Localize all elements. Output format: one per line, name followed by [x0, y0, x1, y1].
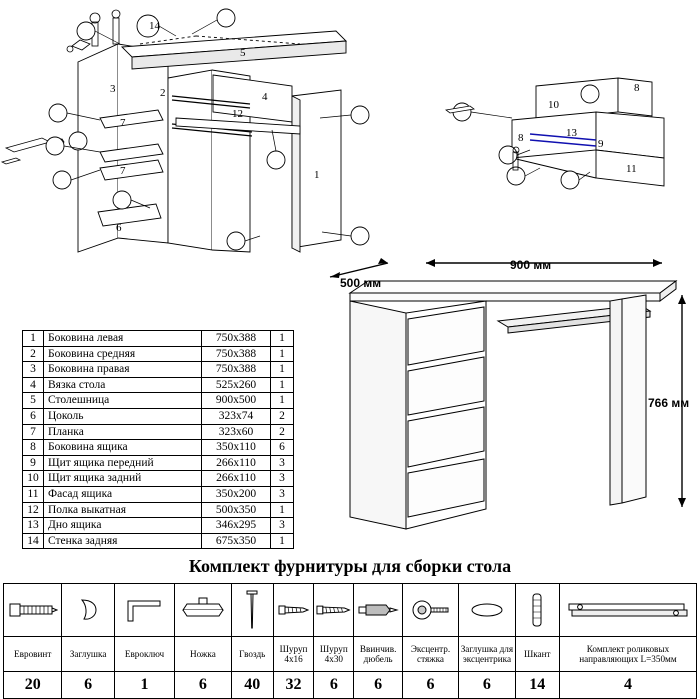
hw-icon-cell-napravl — [559, 584, 696, 637]
part-size: 525х260 — [202, 377, 271, 393]
parts-table-body — [23, 331, 294, 549]
exploded-view-svg — [0, 0, 700, 270]
table-row — [23, 533, 294, 549]
table-row — [23, 393, 294, 409]
hw-icon-cell-zaglushka-eks — [459, 584, 515, 637]
hw-icon-cell-shkant — [515, 584, 559, 637]
part-num: 3 — [23, 362, 44, 378]
finished-desk-dimension-drawing — [310, 255, 700, 555]
shurup-4x16-icon — [277, 598, 311, 622]
part-name: Цоколь — [44, 408, 202, 424]
table-row — [23, 331, 294, 347]
part-num: 1 — [23, 331, 44, 347]
hardware-kit-table — [3, 583, 697, 699]
part-qty: 3 — [271, 455, 294, 471]
label-3: 3 — [110, 83, 116, 95]
hw-qty-ekscentr: 6 — [402, 672, 458, 699]
part-size: 750х388 — [202, 362, 271, 378]
gvozd-icon — [244, 588, 260, 632]
table-row — [23, 424, 294, 440]
part-name: Боковина левая — [44, 331, 202, 347]
hw-name-zaglushka: Заглушка — [62, 637, 114, 672]
rolikovye-napravl-icon — [566, 597, 690, 623]
part-num: 5 — [23, 393, 44, 409]
part-num: 12 — [23, 502, 44, 518]
part-name: Боковина средняя — [44, 346, 202, 362]
part-qty: 1 — [271, 346, 294, 362]
part-name: Боковина правая — [44, 362, 202, 378]
part-num: 11 — [23, 486, 44, 502]
part-name: Щит ящика передний — [44, 455, 202, 471]
hw-name-ekscentr: Эксцентр. стяжка — [402, 637, 458, 672]
part-size: 350х110 — [202, 440, 271, 456]
part-size: 750х388 — [202, 346, 271, 362]
hw-qty-shurup4x30: 6 — [314, 672, 354, 699]
part-num: 9 — [23, 455, 44, 471]
part-qty: 1 — [271, 533, 294, 549]
table-row — [23, 377, 294, 393]
part-size: 323х60 — [202, 424, 271, 440]
evrokluch-icon — [122, 595, 166, 625]
part-size: 750х388 — [202, 331, 271, 347]
hw-icon-cell-zaglushka — [62, 584, 114, 637]
label-14: 14 — [149, 20, 160, 32]
part-num: 13 — [23, 518, 44, 534]
hw-icon-cell-dyubel — [354, 584, 402, 637]
part-qty: 1 — [271, 393, 294, 409]
hw-name-napravl: Комплект роликовых направляющих L=350мм — [559, 637, 696, 672]
hw-name-shurup4x16: Шуруп 4х16 — [273, 637, 313, 672]
part-num: 10 — [23, 471, 44, 487]
nozhka-icon — [179, 596, 227, 624]
label-13: 13 — [566, 127, 577, 139]
part-size: 266х110 — [202, 455, 271, 471]
label-6: 6 — [116, 222, 122, 234]
part-qty: 3 — [271, 518, 294, 534]
hw-name-shkant: Шкант — [515, 637, 559, 672]
part-size: 500х350 — [202, 502, 271, 518]
eurovint-icon — [8, 597, 58, 623]
hw-qty-dyubel: 6 — [354, 672, 402, 699]
part-num: 2 — [23, 346, 44, 362]
depth-label: 500 мм — [340, 276, 382, 290]
hw-name-dyubel: Ввинчив. дюбель — [354, 637, 402, 672]
part-size: 675х350 — [202, 533, 271, 549]
part-num: 14 — [23, 533, 44, 549]
hw-qty-evrokluch: 1 — [114, 672, 174, 699]
width-label: 900 мм — [510, 258, 552, 272]
hardware-kit-title: Комплект фурнитуры для сборки стола — [188, 556, 512, 576]
hw-qty-nozhka: 6 — [175, 672, 231, 699]
hw-icon-cell-shurup4x16 — [273, 584, 313, 637]
part-name: Дно ящика — [44, 518, 202, 534]
part-name: Полка выкатная — [44, 502, 202, 518]
table-row — [23, 346, 294, 362]
hw-icon-cell-shurup4x30 — [314, 584, 354, 637]
part-name: Вязка стола — [44, 377, 202, 393]
part-num: 6 — [23, 408, 44, 424]
label-12: 12 — [232, 108, 243, 120]
part-num: 7 — [23, 424, 44, 440]
label-7b: 7 — [120, 165, 126, 177]
hw-icon-cell-nozhka — [175, 584, 231, 637]
hw-name-nozhka: Ножка — [175, 637, 231, 672]
hw-name-zaglushka-eks: Заглушка для эксцентрика — [459, 637, 515, 672]
parts-list-table — [22, 330, 294, 549]
height-label: 766 мм — [648, 396, 690, 410]
part-name: Боковина ящика — [44, 440, 202, 456]
part-qty: 3 — [271, 471, 294, 487]
part-size: 350х200 — [202, 486, 271, 502]
part-qty: 6 — [271, 440, 294, 456]
zaglushka-icon — [74, 597, 102, 623]
part-qty: 2 — [271, 424, 294, 440]
part-qty: 1 — [271, 377, 294, 393]
hw-name-eurovint: Евровинт — [4, 637, 62, 672]
hw-qty-gvozd: 40 — [231, 672, 273, 699]
hw-name-evrokluch: Евроключ — [114, 637, 174, 672]
hw-qty-shurup4x16: 32 — [273, 672, 313, 699]
hw-qty-zaglushka-eks: 6 — [459, 672, 515, 699]
part-name: Фасад ящика — [44, 486, 202, 502]
part-qty: 1 — [271, 331, 294, 347]
part-name: Стенка задняя — [44, 533, 202, 549]
part-qty: 1 — [271, 362, 294, 378]
part-size: 346х295 — [202, 518, 271, 534]
label-9a: 9 — [598, 138, 604, 150]
hw-qty-eurovint: 20 — [4, 672, 62, 699]
table-row — [23, 486, 294, 502]
hw-icon-cell-ekscentr — [402, 584, 458, 637]
part-qty: 3 — [271, 486, 294, 502]
hw-qty-shkant: 14 — [515, 672, 559, 699]
hw-name-shurup4x30: Шуруп 4х30 — [314, 637, 354, 672]
table-row — [23, 455, 294, 471]
part-num: 4 — [23, 377, 44, 393]
vvinchiv-dyubel-icon — [356, 598, 400, 622]
hw-icon-cell-evrokluch — [114, 584, 174, 637]
shurup-4x30-icon — [315, 598, 352, 622]
label-2: 2 — [160, 87, 166, 99]
hw-icon-cell-gvozd — [231, 584, 273, 637]
hw-qty-napravl: 4 — [559, 672, 696, 699]
hw-name-gvozd: Гвоздь — [231, 637, 273, 672]
part-num: 8 — [23, 440, 44, 456]
table-row — [23, 471, 294, 487]
label-1: 1 — [314, 169, 320, 181]
part-name: Щит ящика задний — [44, 471, 202, 487]
shkant-icon — [528, 590, 546, 630]
table-row — [23, 502, 294, 518]
part-size: 900х500 — [202, 393, 271, 409]
part-name: Планка — [44, 424, 202, 440]
zaglushka-eks-icon — [467, 599, 507, 621]
label-4: 4 — [262, 91, 268, 103]
part-size: 323х74 — [202, 408, 271, 424]
hw-icon-cell-eurovint — [4, 584, 62, 637]
part-qty: 2 — [271, 408, 294, 424]
hw-qty-zaglushka: 6 — [62, 672, 114, 699]
label-8a: 8 — [518, 132, 524, 144]
table-row — [23, 518, 294, 534]
label-8b: 8 — [634, 82, 640, 94]
table-row — [23, 362, 294, 378]
exploded-view-diagram — [0, 0, 700, 270]
part-qty: 1 — [271, 502, 294, 518]
label-5: 5 — [240, 47, 246, 59]
table-row — [23, 408, 294, 424]
label-7a: 7 — [120, 117, 126, 129]
table-row — [23, 440, 294, 456]
label-10: 10 — [548, 99, 559, 111]
part-size: 266х110 — [202, 471, 271, 487]
ekscentr-styazhka-icon — [410, 597, 452, 623]
label-11: 11 — [626, 163, 637, 175]
part-name: Столешница — [44, 393, 202, 409]
